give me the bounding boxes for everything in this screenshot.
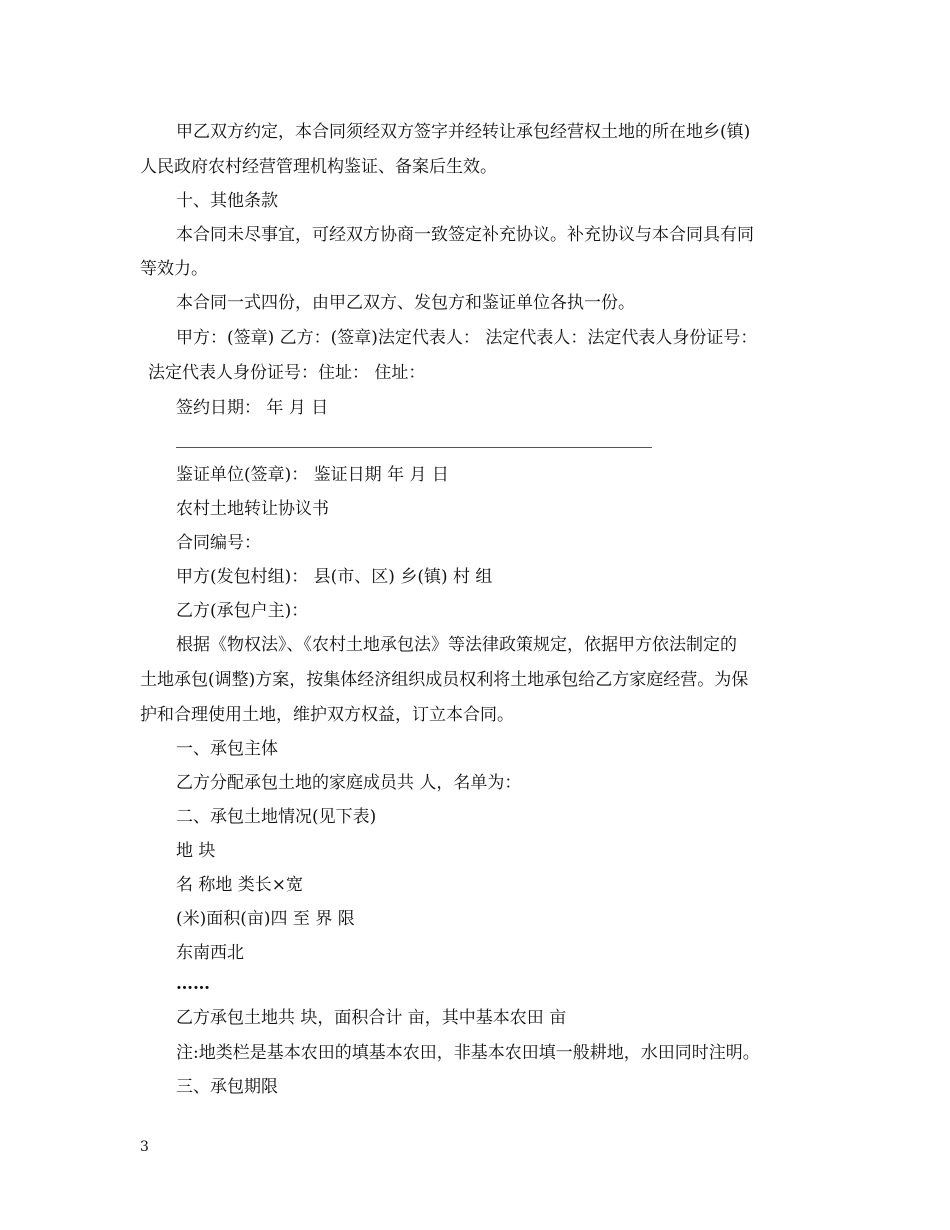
horizontal-divider <box>176 447 652 448</box>
signature-line: 甲方：(签章) 乙方：(签章)法定代表人： 法定代表人：法定代表人身份证号： <box>176 328 758 348</box>
paragraph-line: 本合同未尽事宜，可经双方协商一致签定补充协议。补充协议与本合同具有同 <box>176 225 754 245</box>
document-title: 农村土地转让协议书 <box>176 499 329 519</box>
paragraph-line: 根据《物权法》、《农村土地承包法》等法律政策规定，依据甲方依法制定的 <box>176 635 737 655</box>
note-line: 注:地类栏是基本农田的填基本农田，非基本农田填一般耕地，水田同时注明。 <box>176 1043 760 1063</box>
table-text-line: (米)面积(亩)四 至 界 限 <box>176 909 355 929</box>
party-b-line: 乙方(承包户主)： <box>176 601 309 621</box>
paragraph-line: 乙方承包土地共 块，面积合计 亩，其中基本农田 亩 <box>176 1008 567 1028</box>
section-heading: 一、承包主体 <box>176 739 278 759</box>
section-heading: 十、其他条款 <box>176 191 278 211</box>
contract-number-line: 合同编号： <box>176 533 261 553</box>
paragraph-line: 人民政府农村经营管理机构鉴证、备案后生效。 <box>140 157 497 177</box>
ellipsis-line: …… <box>176 974 210 994</box>
page-number: 3 <box>140 1139 149 1155</box>
table-text-line: 名 称地 类长×宽 <box>176 875 304 895</box>
paragraph-line: 乙方分配承包土地的家庭成员共 人，名单为： <box>176 773 522 793</box>
verification-line: 鉴证单位(签章)： 鉴证日期 年 月 日 <box>176 465 449 485</box>
signature-line: 法定代表人身份证号：住址： 住址： <box>148 363 426 383</box>
party-a-line: 甲方(发包村组)： 县(市、区) 乡(镇) 村 组 <box>176 567 493 587</box>
paragraph-line: 护和合理使用土地，维护双方权益，订立本合同。 <box>140 705 514 725</box>
signing-date-line: 签约日期： 年 月 日 <box>176 398 329 418</box>
section-heading: 三、承包期限 <box>176 1077 278 1097</box>
table-text-line: 东南西北 <box>176 943 244 963</box>
paragraph-line: 甲乙双方约定，本合同须经双方签字并经转让承包经营权土地的所在地乡(镇) <box>176 122 751 142</box>
section-heading: 二、承包土地情况(见下表) <box>176 807 377 827</box>
paragraph-line: 等效力。 <box>140 259 208 279</box>
paragraph-line: 本合同一式四份，由甲乙双方、发包方和鉴证单位各执一份。 <box>176 293 635 313</box>
paragraph-line: 土地承包(调整)方案，按集体经济组织成员权利将土地承包给乙方家庭经营。为保 <box>140 670 749 690</box>
table-text-line: 地 块 <box>176 841 216 861</box>
